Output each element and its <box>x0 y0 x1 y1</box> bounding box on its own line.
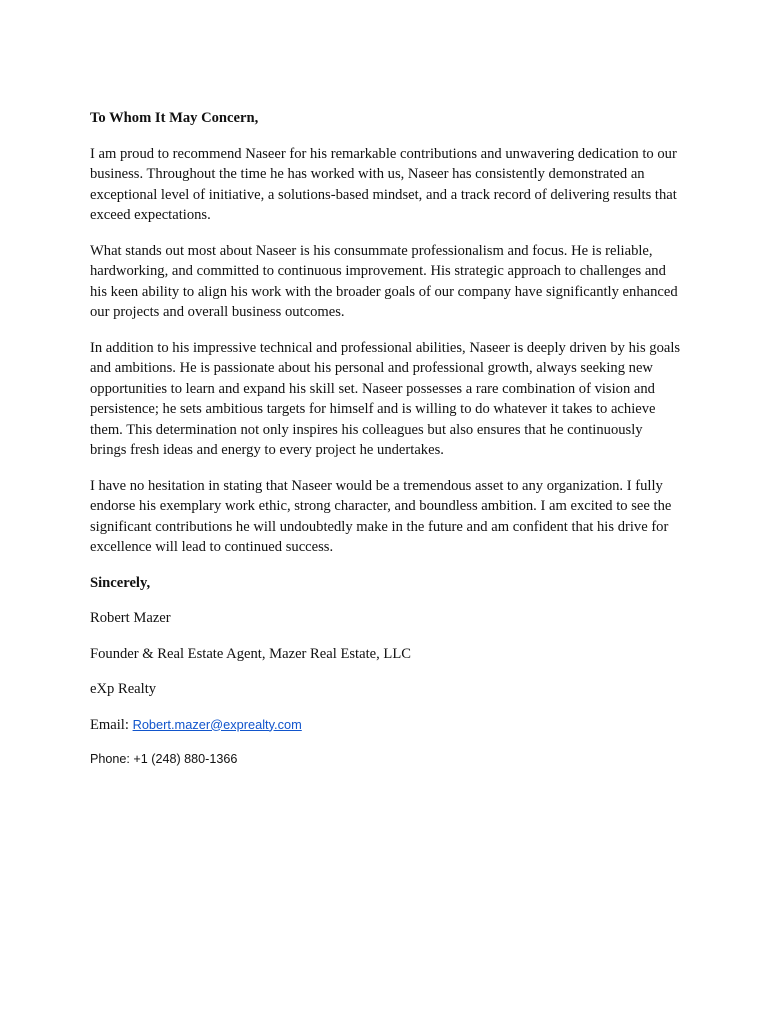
paragraph-4: I have no hesitation in stating that Naseer would be a tremendous asset to any organization. I fully endorse his exemplary work ethic, strong character, and boundless ambition. I am excited to see the significant contributions he will undoubtedly make in the future and am confident that his drive for excellence will lead to continued success. <box>90 477 672 555</box>
paragraph-1: I am proud to recommend Naseer for his remarkable contributions and unwavering dedication to our business. Throughout the time he has worked with us, Naseer has consistently demonstrated an exceptional level of initiative, a solutions-based mindset, and a track record of delivering results that exceed expectations. <box>90 145 677 223</box>
signer-name: Robert Mazer <box>90 610 171 626</box>
paragraph-2: What stands out most about Naseer is his consummate professionalism and focus. He is reliable, hardworking, and committed to continuous improvement. His strategic approach to challenges and his keen ability to align his work with the broader goals of our company have significantly enhanced our projects and overall business outcomes. <box>90 242 678 320</box>
email-link[interactable]: Robert.mazer@exprealty.com <box>132 716 302 732</box>
email-line <box>90 715 682 736</box>
company-name: eXp Realty <box>90 681 157 697</box>
letter-body <box>90 108 682 770</box>
signer-title: Founder & Real Estate Agent, Mazer Real Estate, LLC <box>90 645 411 662</box>
email-label: Email: <box>90 716 129 733</box>
closing: Sincerely, <box>90 574 151 591</box>
paragraph-3: In addition to his impressive technical and professional abilities, Naseer is deeply driven by his goals and ambitions. He is passionate about his personal and professional growth, always seeking new opportunities to learn and expand his skill set. Naseer possesses a rare combination of vision and persistence; he sets ambitious targets for himself and is willing to do whatever it takes to achieve them. This determination not only inspires his colleagues but also ensures that he continuously brings fresh ideas and energy to every project he undertakes. <box>90 339 681 458</box>
salutation: To Whom It May Concern, <box>90 110 259 126</box>
phone-line: Phone: +1 (248) 880-1366 <box>90 752 238 766</box>
